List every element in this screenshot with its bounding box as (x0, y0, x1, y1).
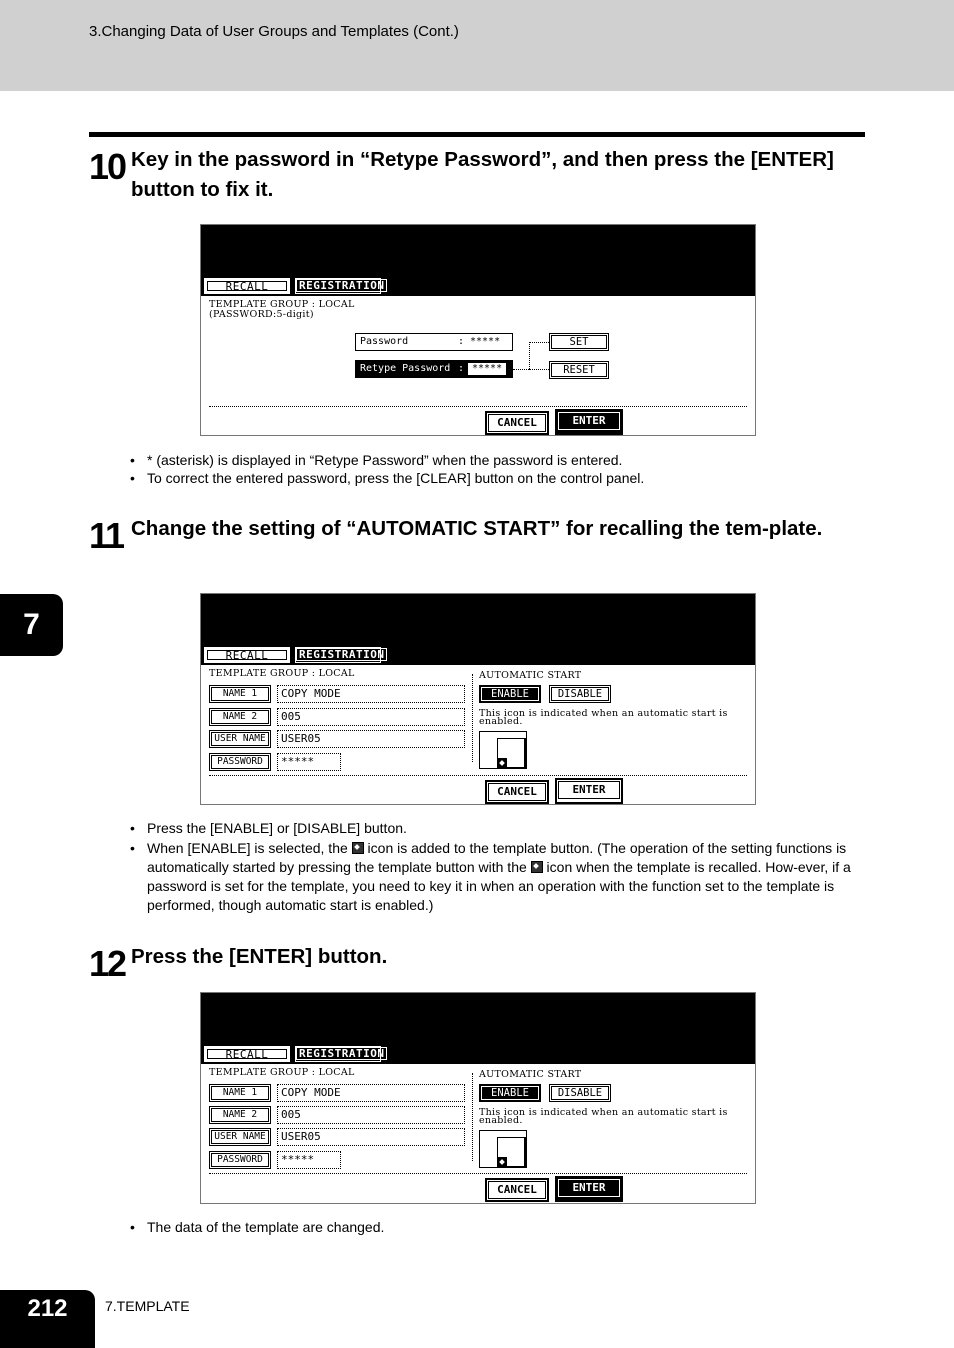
name1-button[interactable] (209, 1084, 271, 1102)
list-item: • To correct the entered password, press the [CLEAR] button on the control panel. (130, 469, 870, 488)
retype-password-label: Retype Password (360, 363, 451, 374)
bullet-text: When [ENABLE] is selected, the (147, 840, 348, 856)
tab-registration[interactable] (295, 278, 385, 294)
tab-registration-label: REGISTRATION (296, 1047, 387, 1060)
cancel-button[interactable] (485, 411, 549, 435)
divider (209, 1173, 747, 1174)
enter-button-label: ENTER (558, 1179, 620, 1197)
cancel-button-label: CANCEL (488, 783, 546, 801)
name2-value: 005 (277, 708, 465, 726)
connector-line (529, 342, 549, 343)
name2-button[interactable] (209, 708, 271, 726)
password-value: ***** (277, 1151, 341, 1169)
step-12-notes (130, 1218, 870, 1237)
cancel-button[interactable] (485, 780, 549, 804)
reset-button[interactable] (549, 361, 609, 379)
step-11-notes (130, 819, 870, 916)
enable-button-label: ENABLE (481, 687, 539, 701)
password-field-label: Password (360, 336, 409, 347)
user-name-value: USER05 (277, 1128, 465, 1146)
icon-note: This icon is indicated when an automatic start is enabled. (479, 1107, 728, 1126)
step-title: Key in the password in “Retype Password”, and then press the [ENTER] button to fix it. (131, 148, 834, 201)
password-value: ***** (277, 753, 341, 771)
top-rule (89, 132, 865, 137)
enable-button[interactable] (479, 1084, 541, 1102)
retype-masked: ***** (468, 363, 506, 375)
template-group-label: TEMPLATE GROUP : LOCAL (209, 668, 355, 679)
tab-recall[interactable]: RECALL (204, 1046, 290, 1062)
user-name-value: USER05 (277, 730, 465, 748)
auto-start-icon (531, 861, 543, 873)
name1-label: NAME 1 (211, 687, 269, 701)
tab-recall[interactable]: RECALL (204, 278, 290, 294)
password-field[interactable] (355, 333, 513, 351)
page-number: 212 (0, 1290, 95, 1348)
tab-registration[interactable] (295, 1046, 385, 1062)
password-label: PASSWORD (211, 755, 269, 769)
step-number: 10 (89, 146, 126, 187)
divider (209, 775, 747, 776)
name2-label: NAME 2 (211, 710, 269, 724)
tab-registration-label: REGISTRATION (296, 648, 387, 661)
connector-line (529, 369, 549, 370)
screen-step-12 (200, 992, 756, 1204)
retype-colon: : (458, 363, 465, 374)
password-button[interactable] (209, 753, 271, 771)
auto-start-icon (497, 758, 507, 768)
tab-registration-label: REGISTRATION (296, 279, 387, 292)
enter-button[interactable] (555, 409, 623, 435)
disable-button[interactable] (549, 685, 611, 703)
disable-button-label: DISABLE (551, 687, 609, 701)
retype-password-field[interactable] (355, 360, 513, 378)
automatic-start-label: AUTOMATIC START (479, 1069, 582, 1080)
enter-button[interactable] (555, 1176, 623, 1202)
footer-section: 7.TEMPLATE (105, 1298, 190, 1314)
cancel-button[interactable] (485, 1178, 549, 1202)
list-item (130, 839, 870, 915)
enter-button-label: ENTER (558, 781, 620, 799)
user-name-button[interactable] (209, 1128, 271, 1146)
chapter-tab: 7 (0, 594, 63, 656)
step-10-notes (130, 451, 870, 487)
name2-value: 005 (277, 1106, 465, 1124)
template-button-icon (479, 1130, 527, 1168)
list-item: • * (asterisk) is displayed in “Retype Password” when the password is entered. (130, 451, 870, 470)
cancel-button-label: CANCEL (488, 1181, 546, 1199)
user-name-button[interactable] (209, 730, 271, 748)
name1-value: COPY MODE (277, 685, 465, 703)
user-name-label: USER NAME (211, 732, 269, 746)
step-number: 12 (89, 943, 126, 984)
name2-label: NAME 2 (211, 1108, 269, 1122)
list-item: • The data of the template are changed. (130, 1218, 870, 1237)
icon-note: This icon is indicated when an automatic start is enabled. (479, 708, 728, 727)
screen-step-11 (200, 593, 756, 805)
name1-button[interactable] (209, 685, 271, 703)
divider (472, 674, 473, 762)
auto-start-icon (352, 842, 364, 854)
enable-button[interactable] (479, 685, 541, 703)
disable-button-label: DISABLE (551, 1086, 609, 1100)
password-masked: ***** (470, 336, 501, 347)
divider (209, 406, 747, 407)
step-title: Press the [ENTER] button. (131, 945, 388, 968)
set-button[interactable] (549, 333, 609, 351)
header-band (0, 0, 954, 91)
screen-step-10 (200, 224, 756, 436)
reset-button-label: RESET (551, 363, 607, 377)
template-button-icon (479, 731, 527, 769)
enter-button[interactable] (555, 778, 623, 804)
list-item: • Press the [ENABLE] or [DISABLE] button. (130, 819, 870, 838)
bullet-text: icon is added to the template button. (The operation of the setting functions is automatically started by pressing the template button with the (147, 840, 847, 875)
name1-label: NAME 1 (211, 1086, 269, 1100)
disable-button[interactable] (549, 1084, 611, 1102)
step-title: Change the setting of “AUTOMATIC START” for recalling the tem-plate. (131, 517, 823, 540)
set-button-label: SET (551, 335, 607, 349)
divider (472, 1073, 473, 1161)
template-group-label: TEMPLATE GROUP : LOCAL (209, 299, 355, 310)
template-group-label: TEMPLATE GROUP : LOCAL (209, 1067, 355, 1078)
automatic-start-label: AUTOMATIC START (479, 670, 582, 681)
name2-button[interactable] (209, 1106, 271, 1124)
name1-value: COPY MODE (277, 1084, 465, 1102)
enter-button-label: ENTER (558, 412, 620, 430)
tab-registration[interactable] (295, 647, 385, 663)
connector-line (513, 369, 529, 370)
connector-line (529, 342, 530, 369)
password-button[interactable] (209, 1151, 271, 1169)
enable-button-label: ENABLE (481, 1086, 539, 1100)
tab-recall[interactable]: RECALL (204, 647, 290, 663)
user-name-label: USER NAME (211, 1130, 269, 1144)
auto-start-icon (497, 1157, 507, 1167)
password-hint: (PASSWORD:5-digit) (209, 309, 314, 320)
password-colon: : (458, 336, 465, 347)
step-number: 11 (89, 515, 124, 556)
header-title: 3.Changing Data of User Groups and Templates (Cont.) (89, 23, 459, 40)
cancel-button-label: CANCEL (488, 414, 546, 432)
bullet-text: icon when the template is recalled. How-ever, if a password is set for the template, you need to key it in when an operation with the function set to the template is performed, though automatic start is enabled.) (147, 859, 851, 913)
password-label: PASSWORD (211, 1153, 269, 1167)
